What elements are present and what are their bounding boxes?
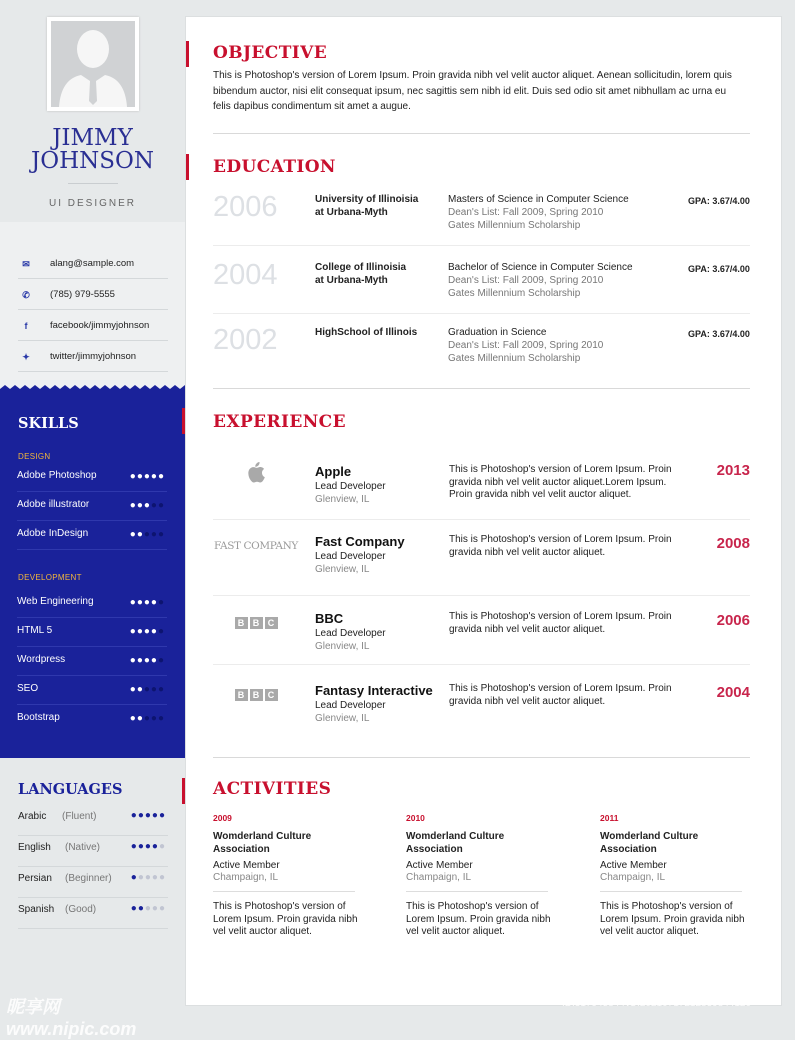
activity-title-line-2: Association	[406, 843, 463, 855]
skill-level-dots	[130, 471, 165, 482]
skill-level-dots	[131, 872, 166, 883]
dot-filled: ●	[129, 626, 137, 637]
activity-city: Champaign, IL	[600, 872, 666, 883]
company-name: Fantasy Interactive	[315, 683, 433, 698]
dot-filled: ●	[137, 841, 145, 852]
activities-heading: ACTIVITIES	[213, 779, 332, 799]
job-title: UI DESIGNER	[48, 198, 136, 209]
skill-row	[17, 589, 167, 618]
dot-filled: ●	[143, 597, 151, 608]
school-line-2: at Urbana-Myth	[315, 206, 388, 218]
company-name: BBC	[315, 611, 344, 626]
skill-row	[17, 647, 167, 676]
row-divider	[213, 595, 750, 596]
activity-city: Champaign, IL	[406, 872, 472, 883]
dot-empty: ●	[143, 529, 151, 540]
dot-empty: ●	[157, 684, 165, 695]
language-name: Spanish	[18, 904, 55, 915]
languages-heading: LANGUAGES	[18, 781, 123, 798]
contact-email[interactable]	[18, 249, 168, 279]
dot-filled: ●	[137, 903, 145, 914]
education-year: 2004	[213, 259, 278, 291]
dot-filled: ●	[129, 597, 137, 608]
bbc-letter: C	[265, 617, 278, 629]
job-city: Glenview, IL	[315, 713, 370, 724]
dot-empty: ●	[150, 500, 158, 511]
divider	[213, 388, 750, 389]
skill-level-dots	[131, 903, 166, 914]
dot-filled: ●	[136, 655, 144, 666]
language-level-text: (Good)	[65, 904, 97, 915]
job-city: Glenview, IL	[315, 564, 370, 575]
degree-name: Masters of Science in Computer Science	[448, 194, 629, 205]
activity-year: 2011	[600, 813, 619, 823]
dot-filled: ●	[143, 655, 151, 666]
skill-row	[17, 676, 167, 705]
phone-icon: ✆	[22, 290, 30, 300]
dot-empty: ●	[150, 529, 158, 540]
activity-card	[406, 813, 556, 939]
skill-name: Adobe InDesign	[17, 528, 89, 539]
skill-name: HTML 5	[17, 625, 53, 636]
dot-filled: ●	[137, 810, 145, 821]
dot-empty: ●	[151, 903, 159, 914]
job-year: 2008	[716, 535, 750, 552]
dot-filled: ●	[130, 841, 138, 852]
divider	[213, 133, 750, 134]
dot-empty: ●	[143, 684, 151, 695]
job-city: Glenview, IL	[315, 641, 370, 652]
objective-text: This is Photoshop's version of Lorem Ipsum. Proin gravida nibh vel velit auctor aliquet. Aenean sollicitudin, lorem quis bibendum auctor, nisi elit consequat ipsum, nec sagittis sem nibh id elit. Duis sed odio sit amet nibhullam ac urna eu felis dapibus condimentum sit amet a augue.	[213, 70, 732, 112]
degree-block	[448, 326, 673, 365]
job-role: Lead Developer	[315, 700, 386, 711]
dot-filled: ●	[143, 471, 151, 482]
dot-filled: ●	[129, 684, 137, 695]
degree-detail: Gates Millennium Scholarship	[448, 353, 581, 364]
language-name: English	[18, 842, 51, 853]
contact-facebook[interactable]	[18, 311, 168, 341]
dot-filled: ●	[136, 500, 144, 511]
company-name: Apple	[315, 464, 352, 479]
dot-filled: ●	[151, 841, 159, 852]
job-city: Glenview, IL	[315, 494, 370, 505]
activity-year: 2010	[406, 813, 425, 823]
skill-level-dots	[130, 713, 165, 724]
fast-company-logo	[213, 536, 299, 554]
school-name	[315, 194, 440, 219]
bbc-letter: B	[235, 689, 248, 701]
skill-row	[17, 705, 167, 734]
dot-filled: ●	[150, 471, 158, 482]
dot-empty: ●	[150, 684, 158, 695]
activity-title	[600, 831, 750, 856]
contact-text: facebook/jimmyjohnson	[50, 320, 150, 331]
contact-text: alang@sample.com	[50, 258, 135, 269]
activity-title	[213, 831, 363, 856]
facebook-icon: f	[24, 321, 28, 331]
contact-list	[0, 222, 185, 390]
dot-empty: ●	[157, 529, 165, 540]
language-row	[18, 867, 168, 898]
watermark-right: ID:31794584 NO:20210717212839844120	[562, 998, 752, 1009]
skill-name: SEO	[17, 683, 39, 694]
school-name	[315, 327, 440, 340]
divider	[68, 183, 118, 184]
activity-title	[406, 831, 556, 856]
job-year: 2006	[716, 612, 750, 629]
dot-filled: ●	[150, 655, 158, 666]
dot-empty: ●	[158, 903, 166, 914]
contact-phone[interactable]	[18, 280, 168, 310]
skill-level-dots	[130, 684, 165, 695]
education-heading: EDUCATION	[213, 157, 336, 177]
dot-empty: ●	[158, 841, 166, 852]
school-line-1: HighSchool of Illinois	[315, 327, 418, 338]
activity-title-line-2: Association	[213, 843, 270, 855]
skill-name: Adobe Photoshop	[17, 470, 97, 481]
activity-description: This is Photoshop's version of Lorem Ipsum. Proin gravida nibh vel velit auctor aliquet.	[600, 901, 745, 937]
job-year: 2004	[716, 684, 750, 701]
skill-row	[17, 492, 167, 521]
dot-empty: ●	[144, 872, 152, 883]
activity-year: 2009	[213, 813, 232, 823]
degree-detail: Dean's List: Fall 2009, Spring 2010	[448, 340, 604, 351]
degree-detail: Dean's List: Fall 2009, Spring 2010	[448, 275, 604, 286]
dot-empty: ●	[157, 597, 165, 608]
dot-filled: ●	[130, 872, 138, 883]
contact-text: twitter/jimmyjohnson	[50, 351, 137, 362]
skill-level-dots	[131, 810, 166, 821]
activity-divider	[406, 891, 548, 892]
dot-filled: ●	[143, 500, 151, 511]
bbc-letter: B	[250, 617, 263, 629]
activity-card	[213, 813, 363, 939]
dot-empty: ●	[144, 903, 152, 914]
dot-filled: ●	[136, 597, 144, 608]
contact-twitter[interactable]	[18, 342, 168, 372]
last-name: JOHNSON	[31, 148, 154, 174]
dot-empty: ●	[151, 872, 159, 883]
dot-filled: ●	[129, 500, 137, 511]
skill-row	[17, 521, 167, 550]
dot-filled: ●	[129, 713, 137, 724]
skill-level-dots	[130, 626, 165, 637]
sidebar	[0, 0, 185, 1039]
degree-name: Bachelor of Science in Computer Science	[448, 262, 633, 273]
dot-filled: ●	[150, 597, 158, 608]
email-icon: ✉	[22, 259, 30, 269]
activity-role: Active Member	[406, 860, 473, 871]
activity-title-line-1: Womderland Culture	[600, 831, 699, 842]
language-name: Arabic	[18, 811, 47, 822]
development-label: DEVELOPMENT	[18, 573, 82, 582]
skill-level-dots	[130, 529, 165, 540]
company-name: Fast Company	[315, 534, 405, 549]
skill-level-dots	[130, 597, 165, 608]
dot-filled: ●	[136, 684, 144, 695]
dot-filled: ●	[136, 471, 144, 482]
accent-bar	[186, 41, 189, 67]
skill-level-dots	[130, 500, 165, 511]
dot-filled: ●	[129, 471, 137, 482]
language-level-text: (Fluent)	[62, 811, 97, 822]
skill-name: Web Engineering	[17, 596, 94, 607]
main-content	[185, 16, 782, 1006]
dot-filled: ●	[151, 810, 159, 821]
skill-name: Adobe illustrator	[17, 499, 90, 510]
dot-empty: ●	[157, 713, 165, 724]
dot-filled: ●	[143, 626, 151, 637]
activity-role: Active Member	[600, 860, 667, 871]
divider	[213, 757, 750, 758]
degree-name: Graduation in Science	[448, 327, 547, 338]
profile-photo	[47, 17, 139, 111]
dot-empty: ●	[157, 655, 165, 666]
education-year: 2006	[213, 191, 278, 223]
job-description: This is Photoshop's version of Lorem Ipsum. Proin gravida nibh vel velit auctor aliquet.	[449, 683, 672, 707]
contact-text: (785) 979-5555	[50, 289, 115, 300]
dot-empty: ●	[143, 713, 151, 724]
degree-block	[448, 261, 673, 300]
job-role: Lead Developer	[315, 551, 386, 562]
language-level-text: (Beginner)	[65, 873, 112, 884]
fast-company-wordmark: FAST COMPANY	[214, 540, 298, 552]
objective-heading: OBJECTIVE	[213, 43, 328, 63]
school-line-1: College of Illinoisia	[315, 262, 407, 273]
dot-empty: ●	[150, 713, 158, 724]
skill-level-dots	[131, 841, 166, 852]
accent-bar	[186, 154, 189, 180]
skill-row	[17, 618, 167, 647]
dot-filled: ●	[130, 903, 138, 914]
language-level-text: (Native)	[65, 842, 101, 853]
dot-filled: ●	[129, 655, 137, 666]
skills-heading: SKILLS	[18, 415, 79, 432]
dot-filled: ●	[144, 841, 152, 852]
language-row	[18, 898, 168, 929]
dot-filled: ●	[136, 529, 144, 540]
gpa: GPA: 3.67/4.00	[688, 329, 750, 339]
education-year: 2002	[213, 324, 278, 356]
bbc-letter: B	[235, 617, 248, 629]
bbc-logo	[213, 685, 299, 703]
job-role: Lead Developer	[315, 481, 386, 492]
skill-level-dots	[130, 655, 165, 666]
school-name	[315, 262, 440, 287]
bbc-logo	[213, 613, 299, 631]
skill-name: Wordpress	[17, 654, 66, 665]
design-label: DESIGN	[18, 452, 51, 461]
job-role: Lead Developer	[315, 628, 386, 639]
dot-filled: ●	[158, 810, 166, 821]
school-line-2: at Urbana-Myth	[315, 274, 388, 286]
school-line-1: University of Illinoisia	[315, 194, 419, 205]
job-description: This is Photoshop's version of Lorem Ipsum. Proin gravida nibh vel velit auctor aliquet.Lorem Ipsum. Proin gravida nibh vel velit auctor aliquet.	[449, 464, 672, 500]
activity-title-line-2: Association	[600, 843, 657, 855]
first-name: JIMMY	[52, 125, 133, 151]
activity-title-line-1: Womderland Culture	[213, 831, 312, 842]
dot-empty: ●	[157, 626, 165, 637]
activity-city: Champaign, IL	[213, 872, 279, 883]
dot-filled: ●	[129, 529, 137, 540]
dot-empty: ●	[158, 872, 166, 883]
skill-name: Bootstrap	[17, 712, 60, 723]
language-row	[18, 805, 168, 836]
skill-row	[17, 463, 167, 492]
degree-detail: Gates Millennium Scholarship	[448, 288, 581, 299]
row-divider	[213, 313, 750, 314]
degree-detail: Gates Millennium Scholarship	[448, 220, 581, 231]
dot-filled: ●	[136, 626, 144, 637]
activity-divider	[213, 891, 355, 892]
language-name: Persian	[18, 873, 52, 884]
apple-icon	[247, 462, 265, 482]
row-divider	[213, 245, 750, 246]
job-description: This is Photoshop's version of Lorem Ipsum. Proin gravida nibh vel velit auctor aliquet.	[449, 611, 672, 635]
degree-block	[448, 193, 673, 232]
gpa: GPA: 3.67/4.00	[688, 196, 750, 206]
activity-divider	[600, 891, 742, 892]
job-description: This is Photoshop's version of Lorem Ipsum. Proin gravida nibh vel velit auctor aliquet.	[449, 534, 672, 558]
job-year: 2013	[716, 462, 750, 479]
row-divider	[213, 664, 750, 665]
dot-filled: ●	[144, 810, 152, 821]
apple-logo	[213, 462, 299, 487]
experience-heading: EXPERIENCE	[213, 412, 346, 432]
dot-filled: ●	[150, 626, 158, 637]
degree-detail: Dean's List: Fall 2009, Spring 2010	[448, 207, 604, 218]
bbc-letter: C	[265, 689, 278, 701]
dot-empty: ●	[157, 500, 165, 511]
row-divider	[213, 519, 750, 520]
activity-role: Active Member	[213, 860, 280, 871]
activity-title-line-1: Womderland Culture	[406, 831, 505, 842]
avatar-silhouette-icon	[51, 21, 135, 107]
activity-description: This is Photoshop's version of Lorem Ipsum. Proin gravida nibh vel velit auctor aliquet.	[213, 901, 358, 937]
activity-card	[600, 813, 750, 939]
dot-filled: ●	[157, 471, 165, 482]
gpa: GPA: 3.67/4.00	[688, 264, 750, 274]
twitter-icon: ✦	[22, 352, 30, 362]
skills-panel	[0, 393, 185, 758]
watermark-left: 昵享网 www.nipic.com	[6, 997, 137, 1039]
dot-filled: ●	[136, 713, 144, 724]
dot-filled: ●	[130, 810, 138, 821]
bbc-letter: B	[250, 689, 263, 701]
dot-empty: ●	[137, 872, 145, 883]
activity-description: This is Photoshop's version of Lorem Ipsum. Proin gravida nibh vel velit auctor aliquet.	[406, 901, 551, 937]
language-row	[18, 836, 168, 867]
